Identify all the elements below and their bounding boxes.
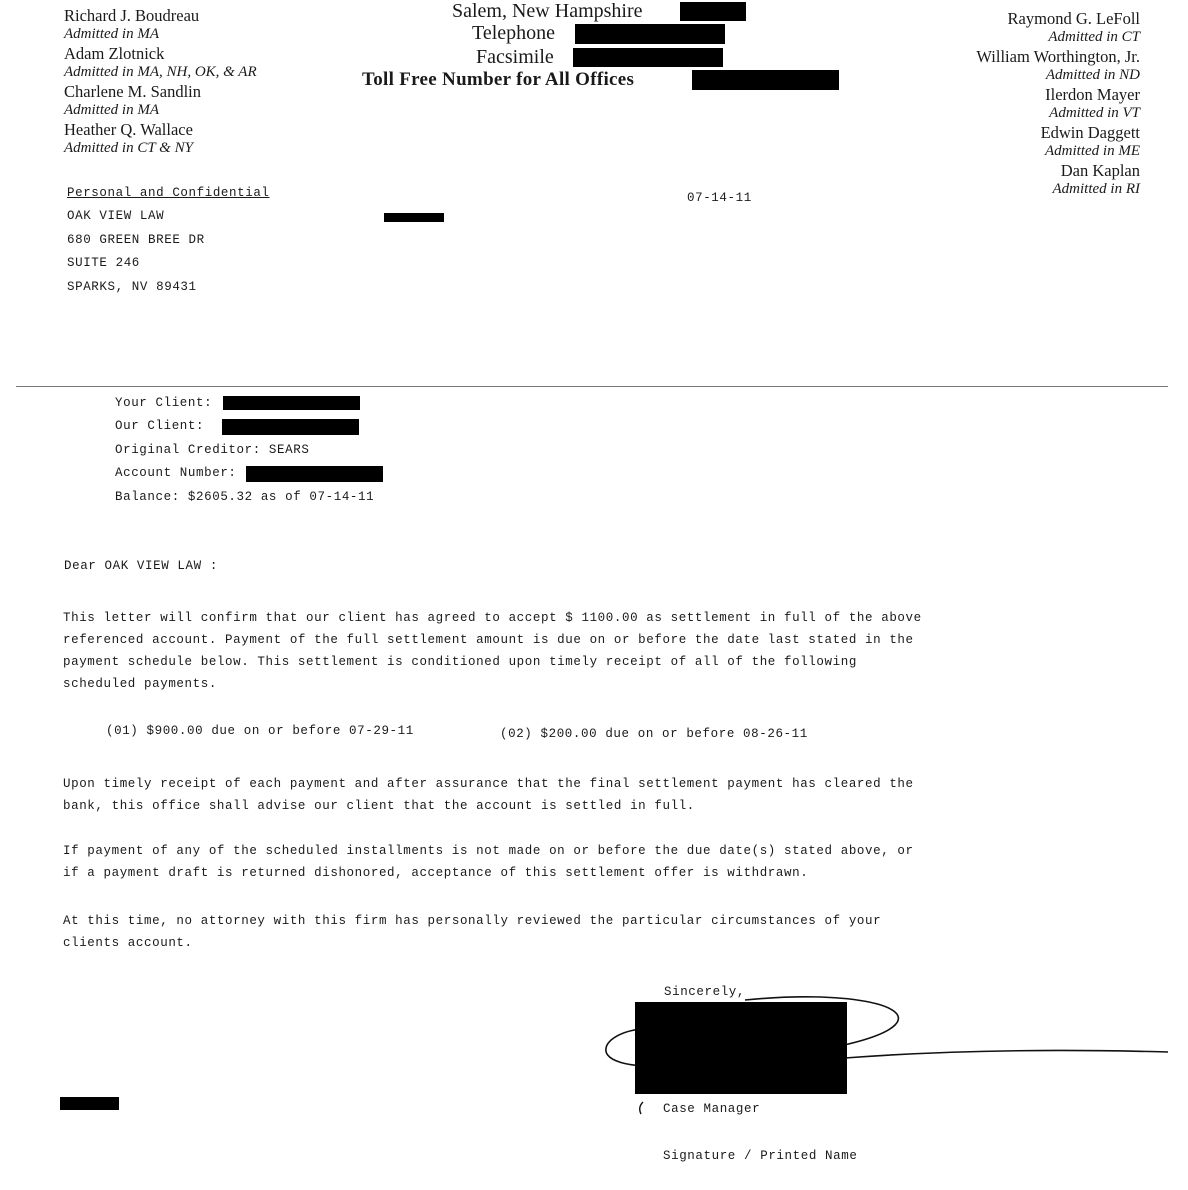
signature-label: Signature / Printed Name (663, 1149, 858, 1163)
divider-line (16, 386, 1168, 387)
paragraph-disclaimer (63, 910, 963, 954)
redaction-bar (384, 213, 444, 222)
paragraph-line: This letter will confirm that our client has agreed to accept $ 1100.00 as settlement in full of the above (63, 611, 922, 625)
attorney-name: Dan Kaplan (1060, 161, 1140, 180)
paragraph-line: If payment of any of the scheduled installments is not made on or before the due date(s) stated above, or (63, 844, 914, 858)
paragraph-line: clients account. (63, 936, 193, 950)
paragraph-line: bank, this office shall advise our client that the account is settled in full. (63, 799, 695, 813)
attorney-admitted: Admitted in MA (64, 26, 159, 42)
paragraph-receipt (63, 773, 963, 817)
letterhead-toll-free-label: Toll Free Number for All Offices (362, 69, 635, 90)
paragraph-default (63, 840, 963, 884)
confidential-notice: Personal and Confidential (67, 186, 270, 200)
balance: Balance: $2605.32 as of 07-14-11 (115, 490, 375, 504)
payment-installment-2: (02) $200.00 due on or before 08-26-11 (500, 727, 808, 741)
redaction-bar (246, 466, 383, 482)
redaction-bar (60, 1097, 119, 1110)
recipient-line: SUITE 246 (67, 256, 140, 270)
payment-installment-1: (01) $900.00 due on or before 07-29-11 (106, 724, 414, 738)
account-number-label: Account Number: (115, 466, 237, 480)
attorney-name: Heather Q. Wallace (64, 120, 193, 139)
attorney-name: Adam Zlotnick (64, 44, 165, 63)
redaction-bar (680, 2, 746, 21)
attorney-name: William Worthington, Jr. (976, 47, 1140, 66)
attorney-admitted: Admitted in RI (1052, 181, 1140, 197)
attorney-list-left (64, 6, 257, 158)
attorney-admitted: Admitted in MA (64, 102, 159, 118)
attorney-name: Raymond G. LeFoll (1007, 9, 1140, 28)
your-client-label: Your Client: (115, 396, 213, 410)
letterhead-telephone-label: Telephone (472, 22, 556, 44)
closing-title: Case Manager (663, 1102, 761, 1116)
letterhead-location: Salem, New Hampshire (452, 0, 643, 22)
paragraph-line: At this time, no attorney with this firm has personally reviewed the particular circumstances of your (63, 914, 882, 928)
closing-sincerely: Sincerely, (664, 985, 746, 999)
attorney-admitted: Admitted in CT (1048, 29, 1140, 45)
recipient-line: OAK VIEW LAW (67, 209, 165, 223)
attorney-list-right (976, 9, 1140, 199)
paragraph-line: payment schedule below. This settlement is conditioned upon timely receipt of all of the following (63, 655, 857, 669)
our-client-label: Our Client: (115, 419, 205, 433)
redaction-bar (223, 396, 360, 410)
redaction-bar (573, 48, 723, 67)
paragraph-line: referenced account. Payment of the full settlement amount is due on or before the date last stated in the (63, 633, 914, 647)
letterhead-facsimile-label: Facsimile (476, 46, 554, 68)
paragraph-settlement (63, 607, 963, 695)
paragraph-line: Upon timely receipt of each payment and after assurance that the final settlement payment has cleared the (63, 777, 914, 791)
attorney-admitted: Admitted in ND (1045, 67, 1140, 83)
attorney-admitted: Admitted in VT (1049, 105, 1140, 121)
redaction-bar (692, 70, 839, 90)
attorney-admitted: Admitted in MA, NH, OK, & AR (64, 64, 257, 80)
attorney-name: Charlene M. Sandlin (64, 82, 202, 101)
redaction-bar (635, 1002, 847, 1094)
redaction-bar (575, 24, 725, 44)
attorney-admitted: Admitted in ME (1045, 143, 1140, 159)
attorney-admitted: Admitted in CT & NY (64, 140, 193, 156)
recipient-line: 680 GREEN BREE DR (67, 233, 205, 247)
recipient-line: SPARKS, NV 89431 (67, 280, 197, 294)
paragraph-line: scheduled payments. (63, 677, 217, 691)
attorney-name: Ilerdon Mayer (1045, 85, 1140, 104)
original-creditor: Original Creditor: SEARS (115, 443, 310, 457)
salutation: Dear OAK VIEW LAW : (64, 559, 218, 573)
attorney-name: Richard J. Boudreau (64, 6, 200, 25)
redaction-bar (222, 419, 359, 435)
letter-date: 07-14-11 (687, 191, 752, 205)
paragraph-line: if a payment draft is returned dishonored, acceptance of this settlement offer is withdrawn. (63, 866, 809, 880)
attorney-name: Edwin Daggett (1040, 123, 1140, 142)
